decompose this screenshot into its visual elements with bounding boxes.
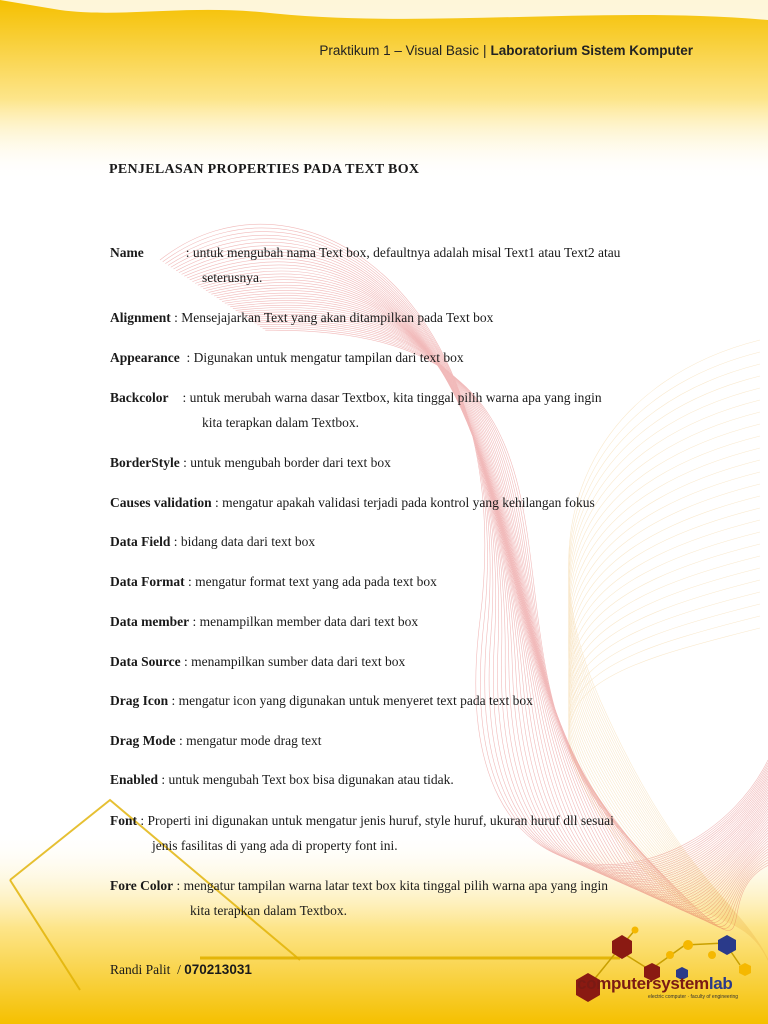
property-item [110, 728, 700, 753]
property-term: Data Format [110, 574, 185, 589]
property-separator: : [179, 455, 191, 470]
property-description: mengatur format text yang ada pada text box [195, 574, 437, 589]
property-term: Enabled [110, 772, 159, 787]
property-separator: : [158, 772, 169, 787]
property-item [110, 688, 700, 713]
property-term: Name [110, 245, 144, 260]
property-description: untuk mengubah border dari text box [190, 455, 391, 470]
property-description: mengatur tampilan warna latar text box kita tinggal pilih warna apa yang ingin [183, 878, 608, 893]
property-separator: : [170, 534, 181, 549]
header-separator: | [482, 43, 487, 58]
property-item [110, 240, 700, 290]
property-item [110, 569, 700, 594]
footer-author [110, 962, 252, 978]
property-separator: : [189, 614, 200, 629]
property-description: menampilkan member data dari text box [199, 614, 419, 629]
property-separator: : [182, 390, 190, 405]
property-term: BorderStyle [110, 455, 180, 470]
logo-word-lab: lab [708, 974, 733, 993]
property-separator: : [137, 813, 148, 828]
property-term: Backcolor [110, 390, 169, 405]
property-separator: : [179, 350, 194, 365]
property-description: mengatur mode drag text [186, 733, 322, 748]
property-term: Fore Color [110, 878, 174, 893]
property-separator: : [175, 733, 187, 748]
property-term: Drag Icon [110, 693, 169, 708]
property-item [110, 385, 700, 435]
property-separator: : [211, 495, 223, 510]
property-description: mengatur icon yang digunakan untuk menyeret text pada text box [178, 693, 533, 708]
header-course: Praktikum 1 – Visual Basic [319, 43, 479, 58]
author-name: Randi Palit [110, 962, 171, 977]
property-description-continued: seterusnya. [202, 270, 263, 285]
logo-tagline: electric computer · faculty of engineering [648, 994, 739, 1000]
property-term: Appearance [110, 350, 180, 365]
property-term: Alignment [110, 310, 171, 325]
header-lab: Laboratorium Sistem Komputer [490, 43, 693, 58]
property-separator: : [184, 574, 196, 589]
property-description: Mensejajarkan Text yang akan ditampilkan pada Text box [181, 310, 494, 325]
property-separator: : [173, 878, 184, 893]
property-item [110, 345, 700, 370]
property-description: mengatur apakah validasi terjadi pada kontrol yang kehilangan fokus [222, 495, 595, 510]
property-term: Causes validation [110, 495, 212, 510]
property-item [110, 450, 700, 475]
property-term: Data member [110, 614, 190, 629]
property-item [110, 873, 700, 923]
document-title: PENJELASAN PROPERTIES PADA TEXT BOX [109, 162, 420, 177]
property-item [110, 808, 700, 858]
property-description: menampilkan sumber data dari text box [191, 654, 406, 669]
property-description: untuk mengubah Text box bisa digunakan atau tidak. [168, 772, 454, 787]
author-nim: 070213031 [184, 962, 252, 977]
property-item [110, 490, 700, 515]
property-description-continued: jenis fasilitas di yang ada di property font ini. [152, 838, 398, 853]
property-description: untuk merubah warna dasar Textbox, kita tinggal pilih warna apa yang ingin [189, 390, 602, 405]
author-slash: / [177, 962, 181, 977]
property-item [110, 305, 700, 330]
property-item [110, 609, 700, 634]
property-separator: : [170, 310, 182, 325]
property-separator: : [185, 245, 193, 260]
property-description: Properti ini digunakan untuk mengatur jenis huruf, style huruf, ukuran huruf dll sesuai [147, 813, 614, 828]
logo-wordmark [577, 974, 733, 994]
property-item [110, 767, 700, 792]
property-description-continued: kita terapkan dalam Textbox. [202, 415, 360, 430]
property-term: Data Field [110, 534, 171, 549]
property-separator: : [168, 693, 179, 708]
property-description: Digunakan untuk mengatur tampilan dari text box [193, 350, 464, 365]
property-separator: : [180, 654, 192, 669]
property-description: bidang data dari text box [180, 534, 316, 549]
property-item [110, 529, 700, 554]
logo-word-computer: computer [577, 974, 653, 993]
logo-word-system: system [652, 974, 709, 993]
property-description: untuk mengubah nama Text box, defaultnya adalah misal Text1 atau Text2 atau [192, 245, 621, 260]
property-description-continued: kita terapkan dalam Textbox. [190, 903, 348, 918]
property-term: Data Source [110, 654, 181, 669]
property-item [110, 649, 700, 674]
property-term: Font [110, 813, 137, 828]
page-header [319, 43, 693, 58]
property-term: Drag Mode [110, 733, 176, 748]
